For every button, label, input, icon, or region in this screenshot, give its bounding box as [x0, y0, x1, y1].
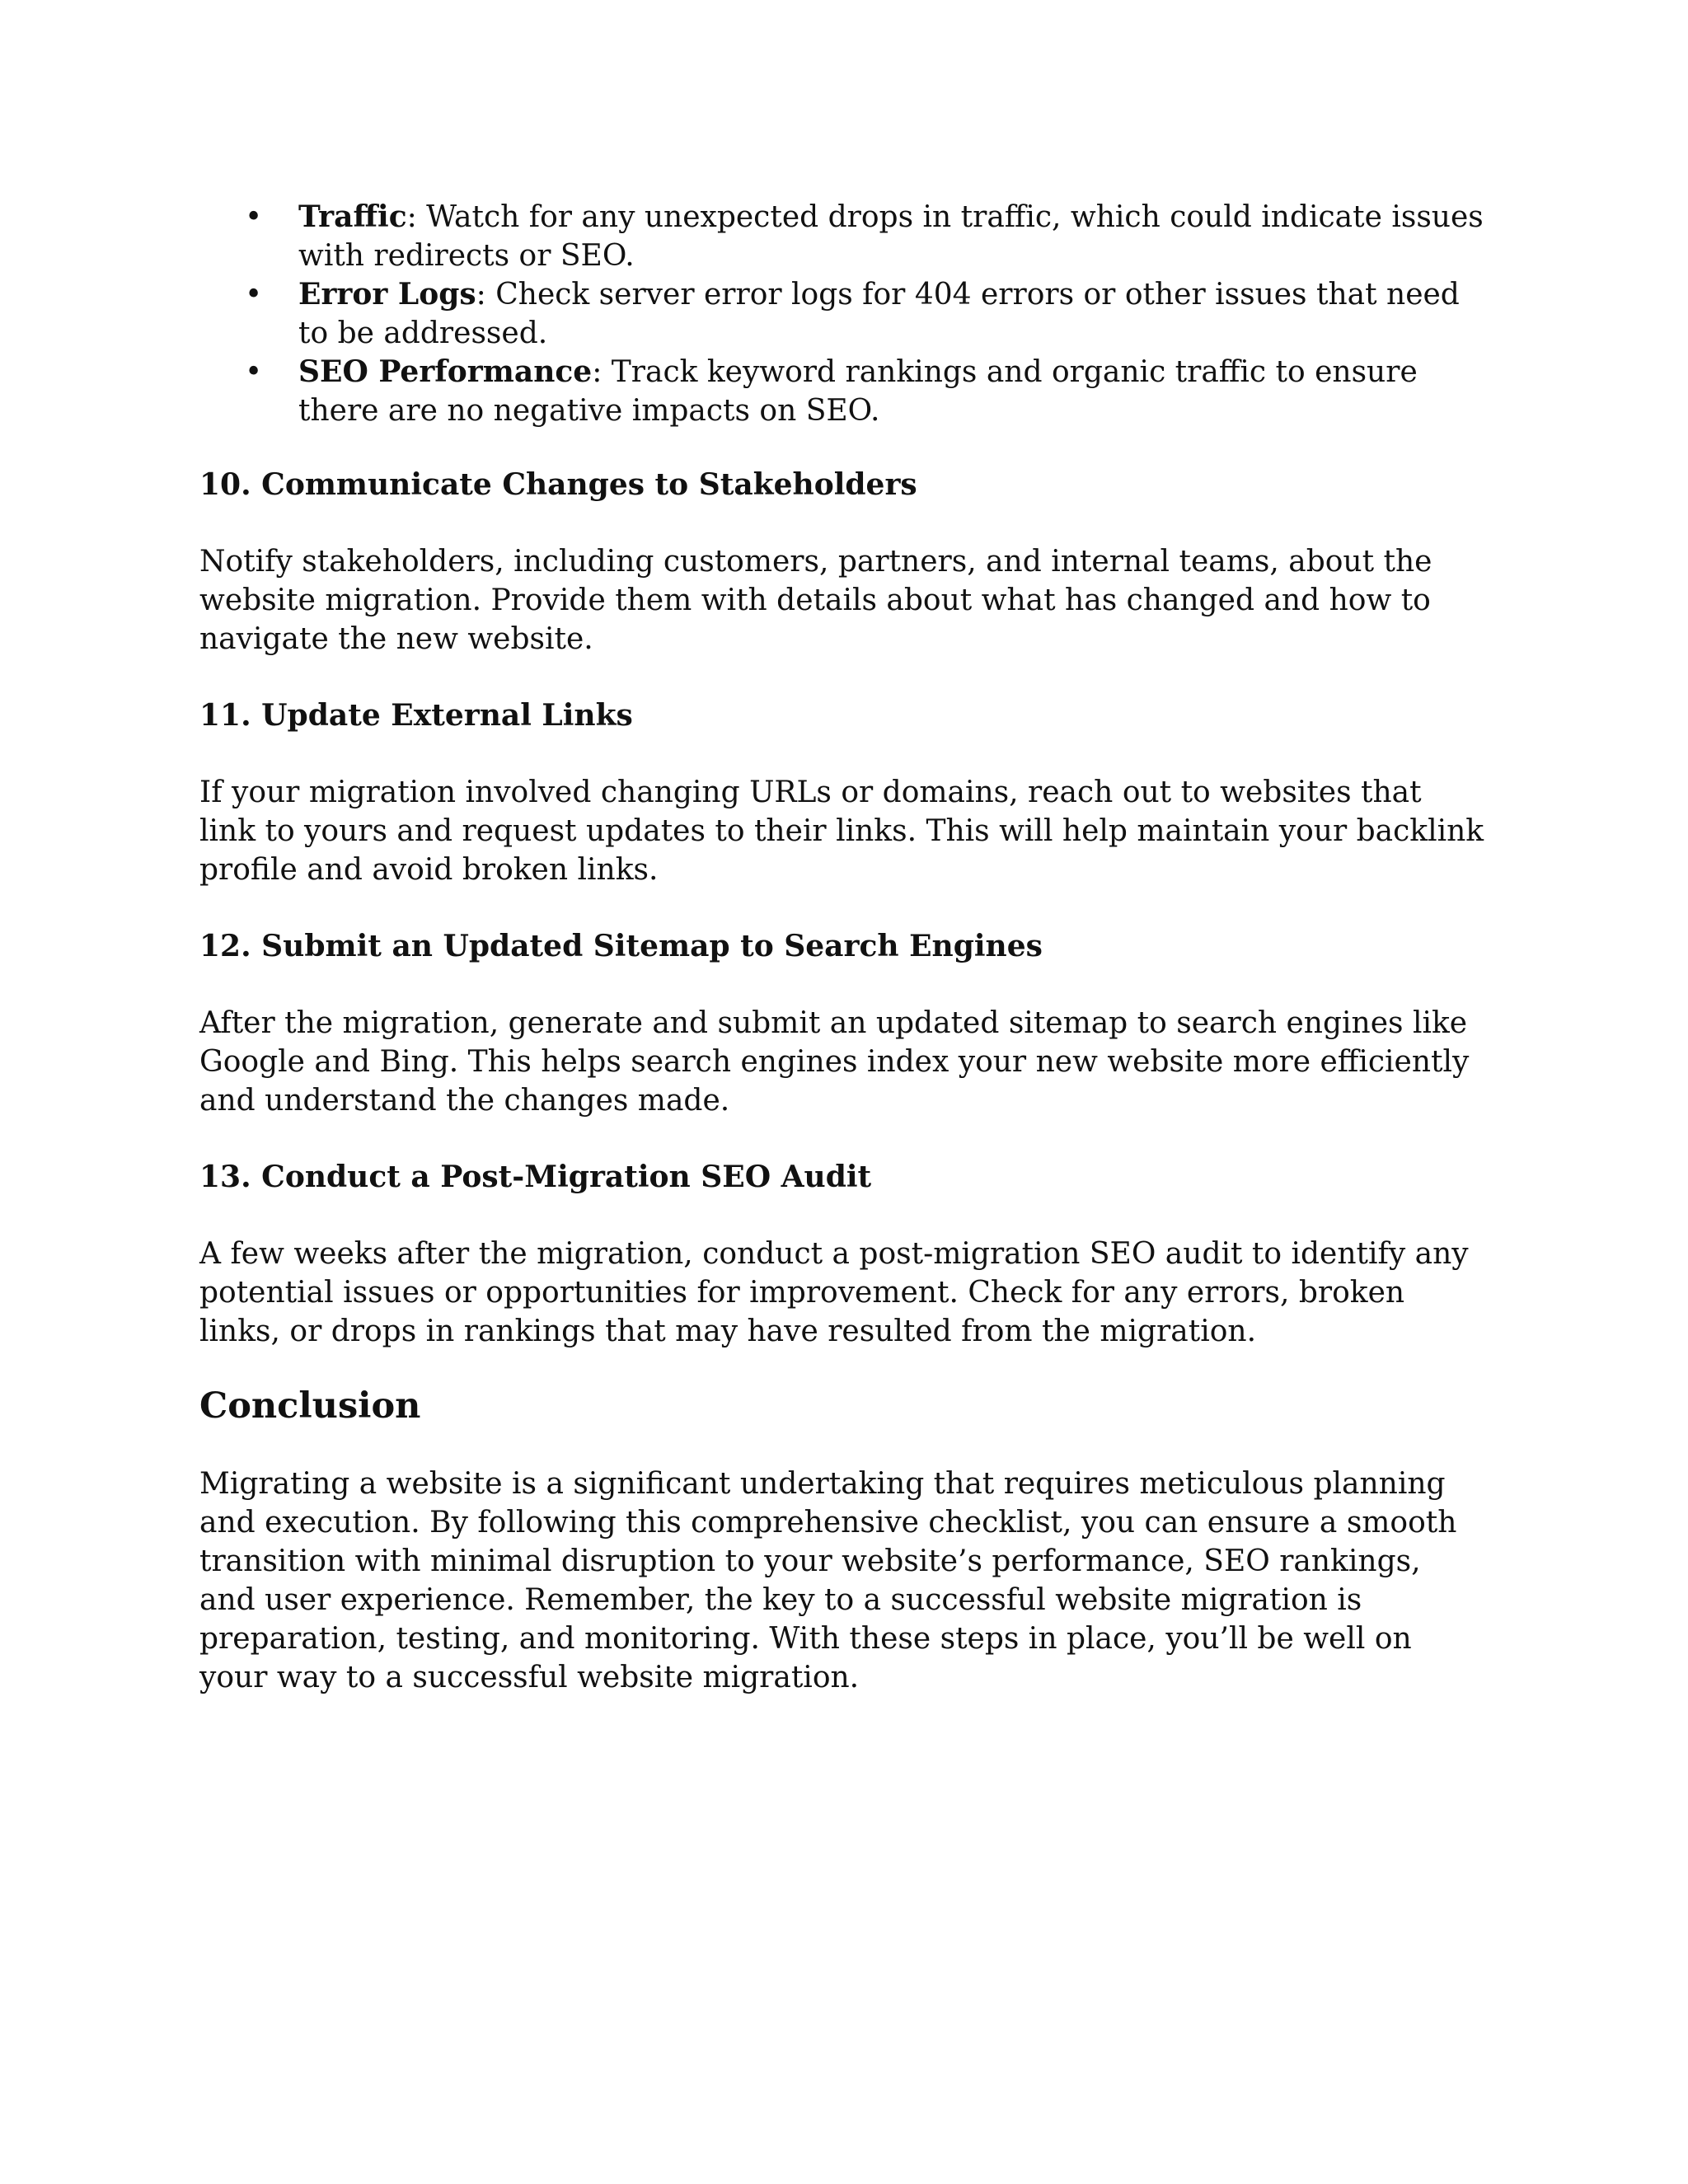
- section-body-13: A few weeks after the migration, conduct a post-migration SEO audit to identify any potential issues or opportunities for improvement. Check for any errors, broken links, or drops in rankings that may have resulted from the migration.: [199, 1237, 1469, 1348]
- bullet-term: Traffic: [298, 199, 407, 234]
- bullet-text: : Check server error logs for 404 errors or other issues that need to be addressed.: [298, 278, 1460, 350]
- section-heading-10: 10. Communicate Changes to Stakeholders: [199, 467, 917, 502]
- bullet-item-error-logs: [199, 275, 1485, 353]
- conclusion-body: Migrating a website is a significant undertaking that requires meticulous planning and execution. By following this comprehensive checklist, you can ensure a smooth transition with minimal disruption to your website’s performance, SEO rankings, and user experience. Remember, the key to a successful website migration is preparation, testing, and monitoring. With these steps in place, you’ll be well on your way to a successful website migration.: [199, 1467, 1457, 1694]
- section-body-10: Notify stakeholders, including customers, partners, and internal teams, about the website migration. Provide them with details about what has changed and how to navigate the new website.: [199, 545, 1432, 656]
- bullet-text: : Watch for any unexpected drops in traffic, which could indicate issues with redirects or SEO.: [298, 200, 1484, 273]
- section-body-11: If your migration involved changing URLs or domains, reach out to websites that link to yours and request updates to their links. This will help maintain your backlink profile and avoid broken links.: [199, 776, 1484, 887]
- bullet-term: Error Logs: [298, 277, 476, 312]
- bullet-dot-icon: •: [245, 200, 263, 234]
- monitoring-bullet-list: [199, 198, 1485, 430]
- document-page: [199, 198, 1485, 1697]
- section-heading-13: 13. Conduct a Post-Migration SEO Audit: [199, 1160, 872, 1194]
- bullet-item-traffic: [199, 198, 1485, 275]
- bullet-dot-icon: •: [245, 278, 263, 312]
- conclusion-heading: Conclusion: [199, 1385, 421, 1427]
- bullet-term: SEO Performance: [298, 354, 593, 389]
- bullet-text: : Track keyword rankings and organic traffic to ensure there are no negative impacts on SEO.: [298, 355, 1418, 428]
- bullet-item-seo-performance: [199, 353, 1485, 430]
- bullet-dot-icon: •: [245, 355, 263, 389]
- section-heading-12: 12. Submit an Updated Sitemap to Search Engines: [199, 929, 1043, 963]
- section-body-12: After the migration, generate and submit an updated sitemap to search engines like Google and Bing. This helps search engines index your new website more efficiently and understand the changes made.: [199, 1006, 1470, 1118]
- section-heading-11: 11. Update External Links: [199, 698, 633, 733]
